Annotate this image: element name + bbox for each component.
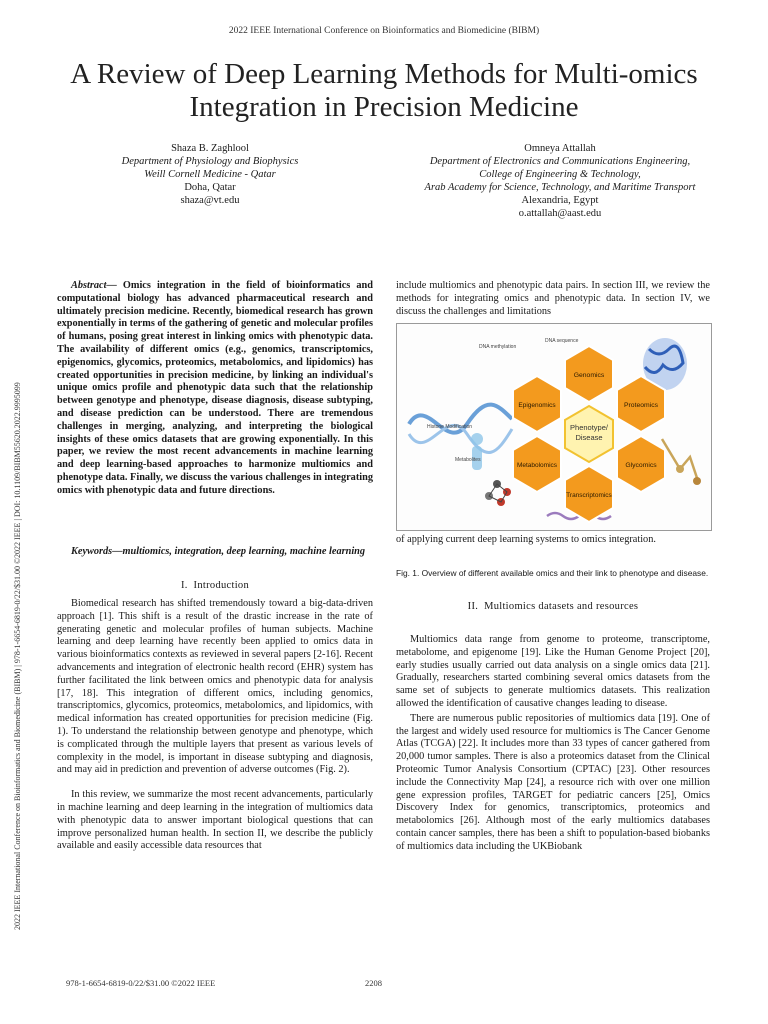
author-1 (90, 142, 330, 207)
keywords-text: Keywords—multiomics, integration, deep learning, machine learning (71, 546, 366, 557)
glycan-illustration (662, 439, 701, 485)
author-2 (395, 142, 725, 220)
figure-caption: Fig. 1. Overview of different available omics and their link to phenotype and disease. (396, 568, 709, 578)
paragraph: Biomedical research has shifted tremendously toward a big-data-driven approach [1]. This shift is a result of the drastic increase in the rate of generating genetic and molecular profiles of human subjects. Machine learning and deep learning have recently been applied to omics data in various bioinformatics contexts as reviewed in several papers [2-16]. Recent advancements and integration of electronic health record (EHR) system has further facilitated the link between omics and phenotypic data for analysis [17, 18]. This integration of different omics, including genomics, transcriptomics, glycomics, proteomics, metabolomics, and lipidomics, with medical information has created opportunities for precision medicine (Fig. 1). To understand the relationship between genotype and phenotype, which is complicated through the multiple layers that present as various levels of complexity in the model, is important in disease subtyping and diagnosis, and may aid in prediction and prevention of adverse outcomes (Fig. 2). (57, 598, 373, 776)
author-location: Alexandria, Egypt (521, 195, 599, 206)
author-affiliation: Department of Physiology and Biophysics (121, 156, 299, 167)
conference-header: 2022 IEEE International Conference on Bioinformatics and Biomedicine (BIBM) (228, 26, 540, 36)
section-number: II. (467, 601, 479, 612)
hexagon-label: Glycomics (625, 462, 657, 469)
small-label: DNA sequence (545, 338, 579, 344)
paragraph: include multiomics and phenotypic data pairs. In section III, we review the methods for integrating omics and phenotypic data. In section IV, we discuss the challenges and limitations (396, 280, 710, 317)
paragraph: of applying current deep learning systems to omics integration. (396, 534, 656, 545)
human-figure-icon (471, 433, 483, 470)
page-number: 2208 (365, 978, 382, 988)
footer-copyright: 978-1-6654-6819-0/22/$31.00 ©2022 IEEE (66, 978, 216, 988)
author-affiliation: Arab Academy for Science, Technology, and Maritime Transport (424, 182, 696, 193)
paragraph: Multiomics data range from genome to proteome, transcriptome, metabolome, and epigenome [19]. Like the Human Genome Project [20], early studies usually carried out data analysis on a single omics data [21]. Gradually, researchers started combining several omics datasets from the same set of subjects to generate multiomics datasets. This realization allowed the identification of causative changes leading to disease. (396, 634, 710, 709)
figure-1 (396, 323, 712, 531)
section-number: I. (180, 580, 188, 591)
section-2-heading (396, 601, 710, 612)
side-doi-text: 2022 IEEE International Conference on Bioinformatics and Biomedicine (BIBM) | 978-1-6654-6819-0/22/$31.00 ©2022 IEEE | DOI: 10.1109/BIBM55620.2022.9995099 (13, 382, 22, 930)
abstract-label: Abstract— (71, 280, 117, 291)
small-label: DNA methylation (479, 344, 517, 350)
small-label: Metabolites (455, 457, 481, 463)
paper-title: A Review of Deep Learning Methods for Multi-omics Integration in Precision Medicine (70, 58, 698, 123)
hexagon-label: Metabolomics (516, 462, 558, 469)
author-affiliation: College of Engineering & Technology, (479, 169, 641, 180)
omics-diagram (397, 324, 711, 530)
author-affiliation: Department of Electronics and Communications Engineering, (429, 156, 691, 167)
paragraph: In this review, we summarize the most recent advancements, particularly in machine learning and deep learning in the integration of multiomics data with phenotypic data to answer important biological questions that can improve personalized human health. In section II, we describe the publicly available and easily accessible data resources that (57, 789, 373, 852)
author-email: o.attallah@aast.edu (518, 208, 602, 219)
author-name: Omneya Attallah (524, 143, 596, 154)
small-label: Histone Modification (427, 424, 473, 430)
section-1-heading (57, 580, 373, 591)
author-name: Shaza B. Zaghlool (171, 143, 249, 154)
abstract-text: Omics integration in the field of bioinformatics and computational biology has advanced pharmaceutical research and ultimately precision medicine. Recently, biomedical research has grown exponentially in terms of the gathering of genetic and molecular profiles of humans, posing great interest in linking omics with phenotypic data. The availability of different omics (e.g., genomics, transcriptomics, epigenomics, glycomics, proteomics, metabolomics, and lipidomics) has created opportunities in precision medicine, by linking an individual's unique omics profile and phenotypic data such that the relationship between genotype and phenotype, disease diagnosis, disease subtyping, and disease prediction can be understood. There are tremendous challenges in merging, analyzing, and interpreting the biological insights of these omics datasets that are growing exponentially. In this paper, we review the most recent advancements in machine learning and deep learning-based approaches to harmonize multiomics and phenotype data. Finally, we discuss the various challenges in integrating omics with phenotypic data and future directions. (57, 280, 373, 496)
section-2-body (396, 634, 710, 854)
hexagon-label: Transcriptomics (566, 492, 612, 499)
paragraph: There are numerous public repositories of multiomics data [19]. One of the largest and widely used resource for multiomics is The Cancer Genome Atlas (TCGA) [22]. It includes more than 33 types of cancer gathered from 20,000 tumor samples. There is also a proteomics dataset from the Clinical Proteomic Tumor Analysis Consortium (CPTAC) [23]. Other resources include the Connectivity Map [24], a resource rich with over one million gene expression profiles, TARGET for pediatric cancers [25], Omics Discovery Index for genomics, transcriptomics, proteomics and metabolomics [26]. Although most of the early multiomics databases contain cancer samples, there has been a shift to population-based biobanks of multiomics data including the UKBiobank (396, 712, 710, 852)
center-label: Phenotype/ (570, 423, 608, 432)
introduction-body (57, 598, 373, 853)
section-title: Multiomics datasets and resources (484, 601, 639, 612)
hexagon-label: Genomics (573, 372, 605, 379)
after-figure-text (396, 534, 710, 547)
hexagon-label: Epigenomics (518, 402, 556, 409)
center-label: Disease (575, 433, 603, 442)
hexagon-label: Proteomics (624, 402, 658, 409)
author-location: Doha, Qatar (184, 182, 236, 193)
metabolite-illustration (485, 480, 511, 506)
section-title: Introduction (193, 580, 250, 591)
keywords (57, 546, 373, 559)
abstract (57, 280, 373, 498)
author-affiliation: Weill Cornell Medicine - Qatar (144, 169, 276, 180)
right-column-continuation (396, 280, 710, 318)
author-email: shaza@vt.edu (180, 195, 240, 206)
